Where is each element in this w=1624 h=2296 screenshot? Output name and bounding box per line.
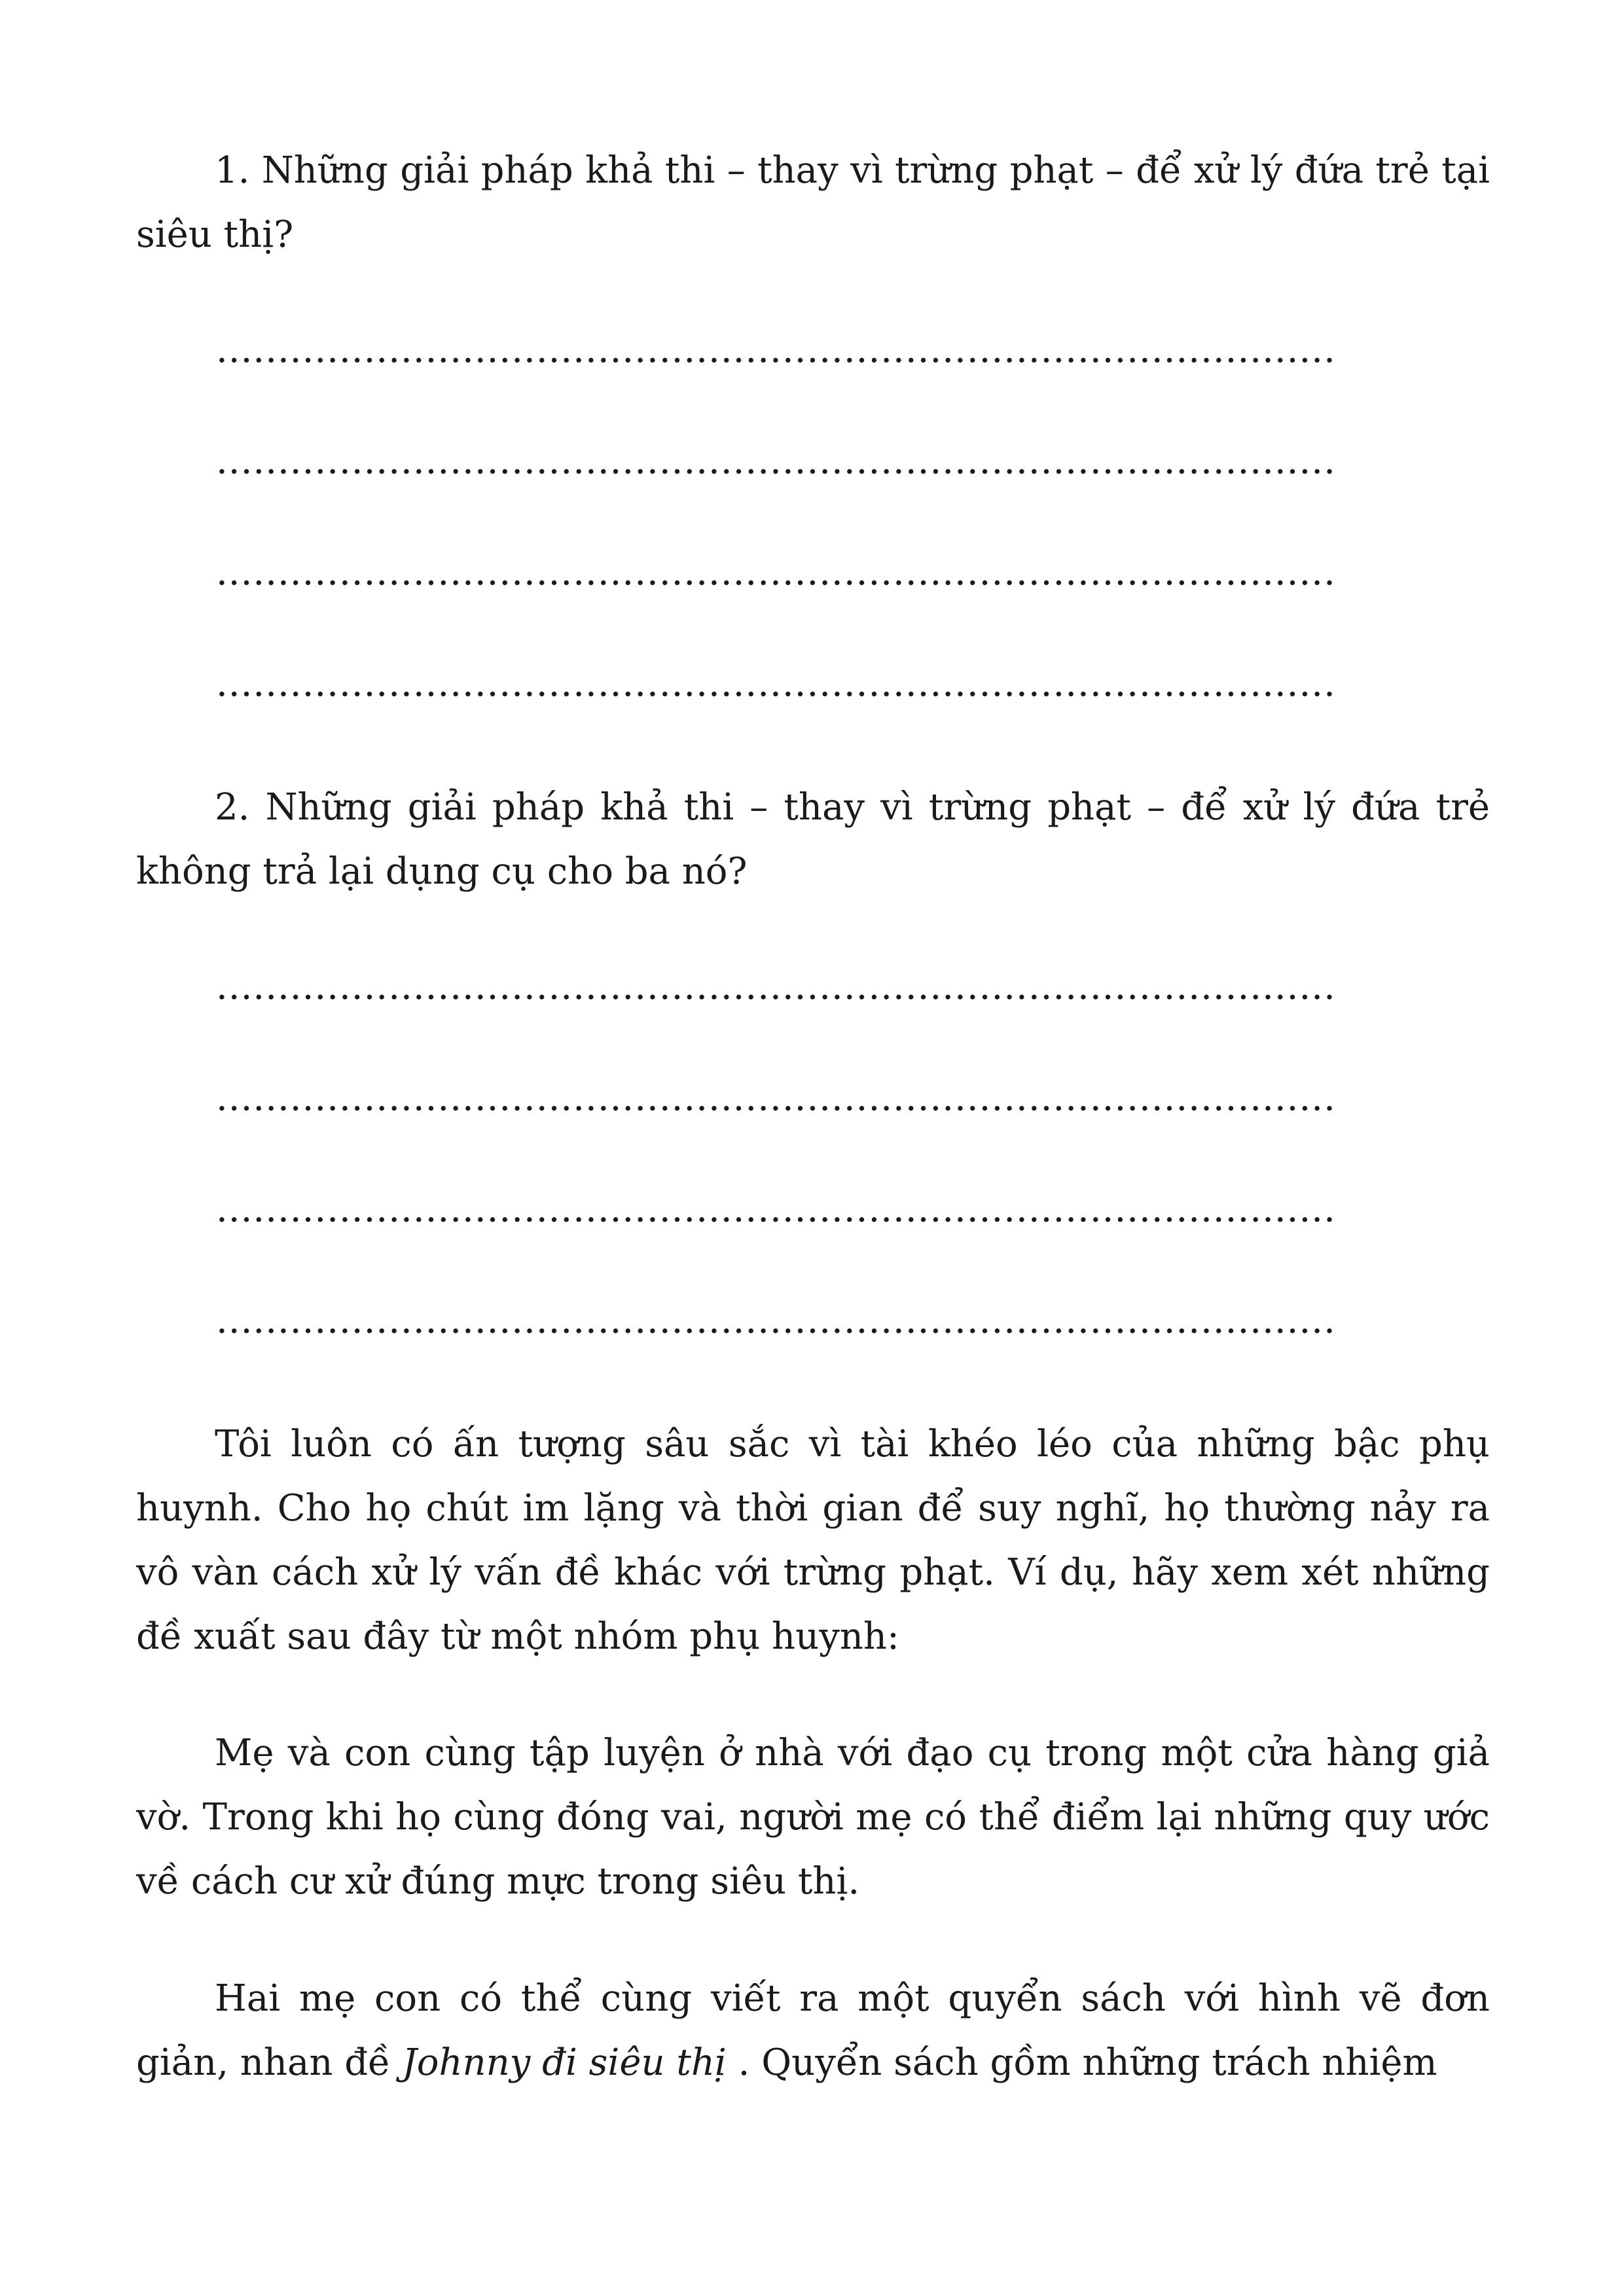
question-2: 2. Những giải pháp khả thi – thay vì trừng phạt – để xử lý đứa trẻ không trả lại dụng cụ cho ba nó? — [136, 786, 1490, 893]
body-paragraph-2: Mẹ và con cùng tập luyện ở nhà với đạo cụ trong một cửa hàng giả vờ. Trong khi họ cùng đóng vai, người mẹ có thể điểm lại những quy ước về cách cư xử đúng mực trong siêu thị. — [136, 1732, 1490, 1903]
answer-line: ........................................................................................... — [216, 442, 1336, 481]
answer-line: ........................................................................................... — [216, 1079, 1336, 1118]
body-paragraph-3-start: Hai mẹ con có thể cùng viết ra một quyển sách với hình vẽ đơn giản, nhan đề — [136, 1977, 1490, 2084]
answer-line: ........................................................................................... — [216, 664, 1336, 704]
answer-line: ........................................................................................... — [216, 1190, 1336, 1229]
answer-line: ........................................................................................... — [216, 331, 1336, 370]
body-paragraph-1: Tôi luôn có ấn tượng sâu sắc vì tài khéo léo của những bậc phụ huynh. Cho họ chút im lặng và thời gian để suy nghĩ, họ thường nảy ra vô vàn cách xử lý vấn đề khác với trừng phạt. Ví dụ, hãy xem xét những đề xuất sau đây từ một nhóm phụ huynh: — [136, 1423, 1490, 1658]
body-paragraph-3-end: . Quyển sách gồm những trách nhiệm — [726, 2041, 1437, 2084]
answer-line: ........................................................................................... — [216, 553, 1336, 592]
question-1: 1. Những giải pháp khả thi – thay vì trừng phạt – để xử lý đứa trẻ tại siêu thị? — [136, 149, 1490, 256]
body-paragraph-3 — [136, 1967, 1490, 2095]
book-title: Johnny đi siêu thị — [402, 2041, 727, 2084]
answer-line: ........................................................................................... — [216, 1301, 1336, 1340]
answer-line: ........................................................................................... — [216, 967, 1336, 1007]
